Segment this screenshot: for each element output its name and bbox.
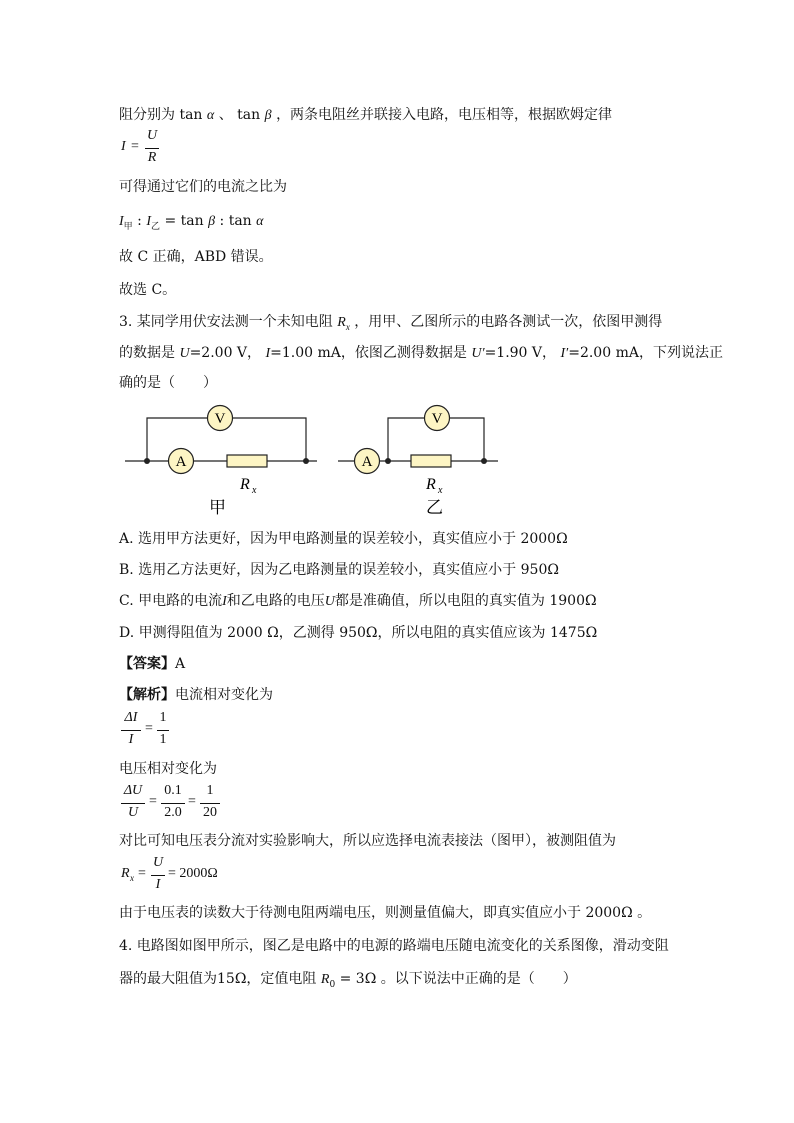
voltage-symbol: U bbox=[179, 346, 190, 361]
circuit-diagrams bbox=[115, 400, 515, 525]
formula-numerator: 1 bbox=[159, 710, 167, 725]
fraction-bar bbox=[121, 803, 145, 804]
text-line: 电压相对变化为 bbox=[119, 761, 217, 777]
fraction-bar bbox=[161, 803, 185, 804]
text-fragment: 和乙电路的电压 bbox=[226, 593, 325, 609]
ohm-law-formula bbox=[121, 128, 171, 170]
voltage-change-formula bbox=[121, 783, 231, 825]
colon: : bbox=[137, 213, 142, 229]
diagram-label: 甲 bbox=[209, 498, 226, 517]
tan-text: tan bbox=[180, 213, 204, 229]
current-symbol: I′ bbox=[560, 346, 569, 361]
analysis-tag: 【解析】 bbox=[119, 687, 175, 703]
formula-lhs: R bbox=[121, 866, 130, 881]
option-a: A. 选用甲方法更好，因为甲电路测量的误差较小，真实值应小于 2000Ω bbox=[119, 531, 568, 547]
resistor-icon bbox=[411, 455, 451, 467]
subscript: 0 bbox=[329, 979, 336, 990]
text-fragment: 阻分别为 bbox=[119, 107, 175, 123]
formula-numerator: ΔU bbox=[123, 783, 143, 798]
resistor-label: R bbox=[240, 476, 250, 493]
junction-dot bbox=[303, 458, 309, 464]
subscript: x bbox=[345, 321, 350, 332]
equals-sign: = bbox=[131, 139, 139, 154]
voltage-symbol: U′ bbox=[471, 346, 485, 361]
option-c bbox=[119, 592, 597, 611]
ammeter-icon bbox=[355, 449, 380, 474]
alpha-symbol: α bbox=[256, 214, 264, 229]
text-fragment: =1.00 mA，依图乙测得数据是 bbox=[270, 345, 467, 361]
separator: 、 bbox=[218, 107, 233, 123]
text-fragment: 的数据是 bbox=[119, 345, 175, 361]
subscript: 甲 bbox=[123, 221, 133, 232]
ammeter-icon bbox=[169, 449, 194, 474]
current-symbol: I bbox=[146, 214, 151, 229]
text-line: 由于电压表的读数大于待测电阻两端电压，则测量值偏大，即真实值应小于 2000Ω 。 bbox=[119, 905, 652, 921]
analysis-text: 电流相对变化为 bbox=[175, 687, 273, 703]
equals-sign: = bbox=[188, 794, 196, 809]
junction-dot bbox=[385, 458, 391, 464]
current-symbol: I bbox=[119, 214, 124, 229]
resistor-subscript: x bbox=[438, 485, 443, 496]
equals-sign: = bbox=[145, 721, 153, 736]
formula-denominator: I bbox=[155, 877, 161, 892]
formula-numerator: ΔI bbox=[124, 710, 138, 725]
equals-sign: = bbox=[149, 794, 157, 809]
answer-tag: 【答案】 bbox=[119, 656, 175, 672]
text-fragment: 都是准确值，所以电阻的真实值为 1900Ω bbox=[334, 593, 597, 609]
text-fragment: 器的最大阻值为15Ω，定值电阻 bbox=[119, 971, 317, 987]
question-3-line-3: 确的是（ ） bbox=[119, 375, 217, 391]
question-3-line-1 bbox=[119, 313, 662, 336]
text-line: 故选 C。 bbox=[119, 282, 177, 298]
voltage-symbol: U bbox=[324, 594, 335, 609]
tan-text: tan bbox=[237, 107, 261, 123]
answer-line bbox=[119, 655, 185, 673]
text-fragment: ，两条电阻丝并联接入电路，电压相等，根据欧姆定律 bbox=[276, 107, 613, 123]
formula-denominator: 2.0 bbox=[164, 805, 182, 820]
text-fragment: ，用甲、乙图所示的电路各测试一次，依图甲测得 bbox=[354, 314, 663, 330]
question-4-line-2 bbox=[119, 970, 577, 994]
text-fragment: C. 甲电路的电流 bbox=[119, 593, 223, 609]
resistor-symbol: R bbox=[337, 315, 346, 330]
current-ratio-formula bbox=[119, 212, 264, 236]
subscript: x bbox=[130, 873, 134, 883]
tan-text: tan bbox=[228, 213, 252, 229]
formula-denominator: 1 bbox=[159, 732, 167, 747]
formula-rhs: = 2000Ω bbox=[168, 866, 218, 881]
fraction-bar bbox=[200, 803, 220, 804]
resistor-icon bbox=[227, 455, 267, 467]
text-line: 故 C 正确，ABD 错误。 bbox=[119, 249, 273, 265]
tan-text: tan bbox=[179, 107, 203, 123]
formula-denominator: I bbox=[128, 732, 134, 747]
circuit-yi bbox=[338, 406, 498, 518]
beta-symbol: β bbox=[264, 108, 272, 123]
formula-numerator: U bbox=[146, 128, 158, 143]
alpha-symbol: α bbox=[206, 108, 215, 123]
text-line: 可得通过它们的电流之比为 bbox=[119, 179, 287, 195]
formula-numerator: U bbox=[152, 855, 164, 870]
junction-dot bbox=[144, 458, 150, 464]
text-fragment: 3. 某同学用伏安法测一个未知电阻 bbox=[119, 314, 333, 330]
formula-denominator: U bbox=[127, 805, 139, 820]
analysis-line bbox=[119, 686, 273, 704]
svg-text:V: V bbox=[431, 411, 443, 427]
text-line bbox=[119, 106, 612, 125]
formula-denominator: R bbox=[147, 150, 157, 165]
text-fragment: =1.90 V， bbox=[484, 345, 557, 361]
beta-symbol: β bbox=[208, 214, 216, 229]
text-fragment: =2.00 mA，下列说法正 bbox=[568, 345, 723, 361]
text-fragment: = 3Ω 。以下说法中正确的是（ ） bbox=[335, 971, 577, 987]
svg-text:V: V bbox=[214, 411, 226, 427]
fraction-bar bbox=[151, 875, 165, 876]
resistor-subscript: x bbox=[252, 485, 257, 496]
junction-dot bbox=[481, 458, 487, 464]
resistance-formula bbox=[121, 855, 251, 897]
fraction-bar bbox=[121, 730, 141, 731]
voltmeter-icon bbox=[208, 406, 233, 431]
equals-sign: = bbox=[138, 866, 146, 881]
current-change-formula bbox=[121, 710, 181, 752]
voltmeter-icon bbox=[425, 406, 450, 431]
diagram-label: 乙 bbox=[426, 498, 443, 517]
colon: : bbox=[219, 213, 225, 229]
question-3-line-2 bbox=[119, 344, 723, 363]
formula-denominator: 20 bbox=[203, 805, 217, 820]
text-fragment: =2.00 V， bbox=[189, 345, 262, 361]
subscript: 乙 bbox=[150, 221, 160, 232]
formula-numerator: 0.1 bbox=[164, 783, 182, 798]
equals-sign: = bbox=[164, 213, 177, 229]
question-4-line-1: 4. 电路图如图甲所示，图乙是电路中的电源的路端电压随电流变化的关系图像，滑动变阻 bbox=[119, 938, 669, 954]
fraction-bar bbox=[157, 730, 169, 731]
formula-numerator: 1 bbox=[206, 783, 214, 798]
resistor-symbol: R bbox=[320, 972, 330, 987]
current-symbol: I bbox=[222, 594, 227, 609]
circuit-jia bbox=[125, 406, 317, 518]
text-line: 对比可知电压表分流对实验影响大，所以应选择电流表接法（图甲），被测阻值为 bbox=[119, 833, 616, 849]
answer-value: A bbox=[175, 656, 186, 672]
option-d: D. 甲测得阻值为 2000 Ω，乙测得 950Ω，所以电阻的真实值应该为 1475Ω bbox=[119, 625, 598, 641]
fraction-bar bbox=[145, 148, 159, 149]
svg-text:A: A bbox=[361, 454, 373, 470]
resistor-label: R bbox=[426, 476, 436, 493]
svg-text:A: A bbox=[175, 454, 187, 470]
formula-lhs: I bbox=[121, 139, 126, 154]
option-b: B. 选用乙方法更好，因为乙电路测量的误差较小，真实值应小于 950Ω bbox=[119, 562, 559, 578]
current-symbol: I bbox=[265, 346, 271, 361]
